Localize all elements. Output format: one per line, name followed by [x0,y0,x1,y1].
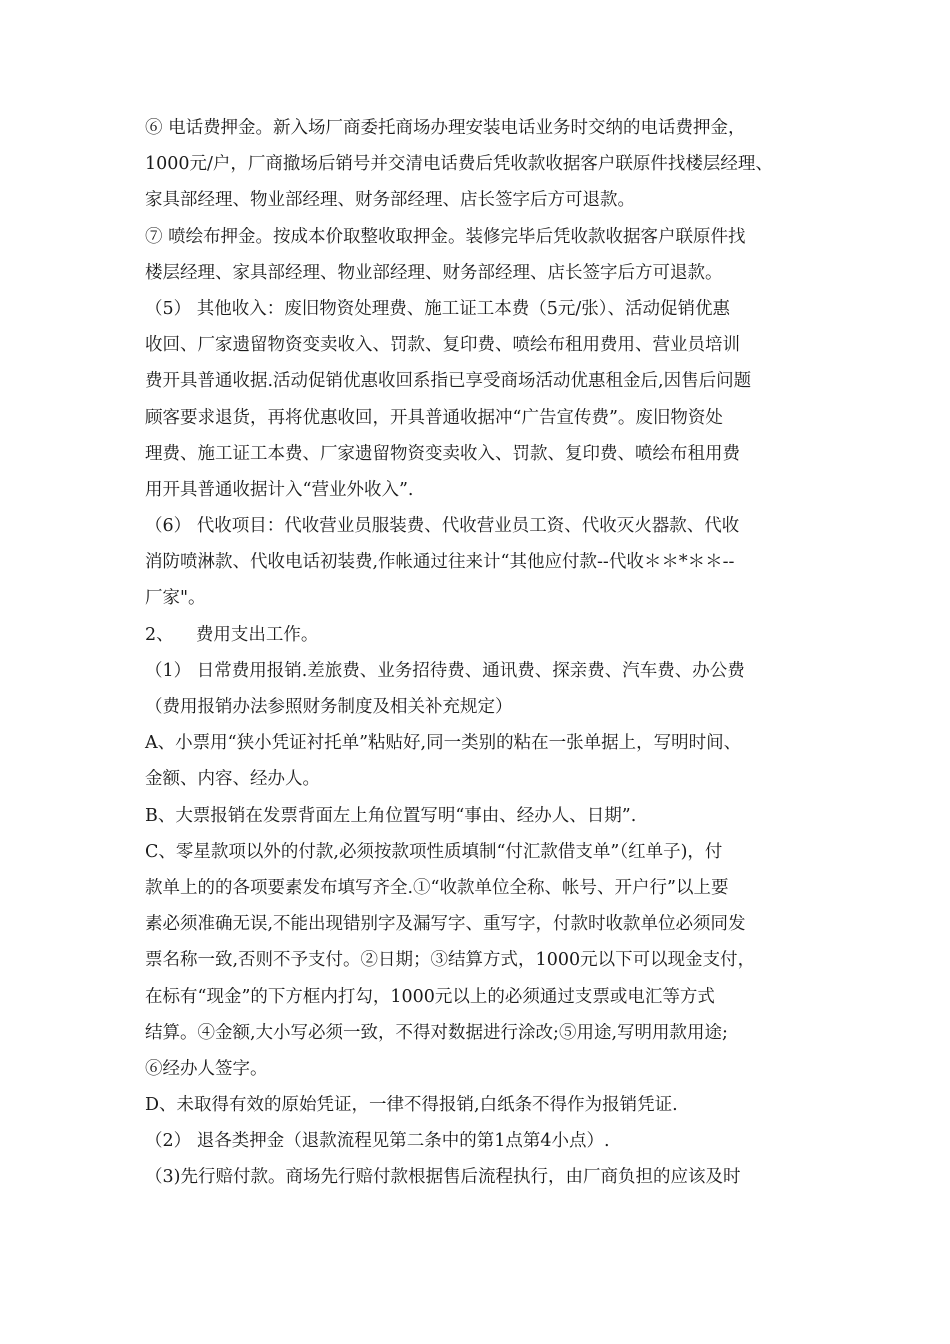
text-line: C、零星款项以外的付款,必须按款项性质填制“付汇款借支单”（红单子)，付 [145,841,723,862]
text-line: （6） 代收项目：代收营业员服装费、代收营业员工资、代收灭火器款、代收 [145,516,740,537]
text-line: 结算。④金额,大小写必须一致，不得对数据进行涂改;⑤用途,写明用款用途; [145,1022,728,1043]
text-line: 费开具普通收据.活动促销优惠收回系指已享受商场活动优惠租金后,因售后问题 [145,371,752,392]
text-line: 款单上的的各项要素发布填写齐全.①“收款单位全称、帐号、开户行”以上要 [145,877,729,898]
text-line: （费用报销办法参照财务制度及相关补充规定） [145,697,513,717]
document-body [145,110,815,1196]
text-line: 金额、内容、经办人。 [145,769,320,790]
text-line: 素必须准确无误,不能出现错别字及漏写字、重写字，付款时收款单位必须同发 [145,914,746,935]
text-line: 票名称一致,否则不予支付。②日期；③结算方式，1000元以下可以现金支付， [145,950,756,971]
text-line: （3)先行赔付款。商场先行赔付款根据售后流程执行，由厂商负担的应该及时 [145,1167,741,1188]
text-line: B、大票报销在发票背面左上角位置写明“事由、经办人、日期”. [145,805,637,826]
text-line: 消防喷淋款、代收电话初装费,作帐通过往来计“其他应付款--代收＊＊*＊＊-- [145,552,735,573]
text-line: ⑥ 电话费押金。新入场厂商委托商场办理安装电话业务时交纳的电话费押金， [145,118,746,138]
text-line: 收回、厂家遗留物资变卖收入、罚款、复印费、喷绘布租用费用、营业员培训 [145,335,740,356]
text-line: 1000元/户，厂商撤场后销号并交清电话费后凭收款收据客户联原件找楼层经理、 [145,154,773,175]
section-heading: 2、 费用支出工作。 [145,624,319,645]
text-line: （1） 日常费用报销.差旅费、业务招待费、通讯费、探亲费、汽车费、办公费 [145,660,745,681]
text-line: （2） 退各类押金（退款流程见第二条中的第1点第4小点）. [145,1131,610,1152]
text-line: 家具部经理、物业部经理、财务部经理、店长签字后方可退款。 [145,190,635,211]
text-line: A、小票用“狭小凭证衬托单”粘贴好,同一类别的粘在一张单据上，写明时间、 [145,733,742,754]
text-line: 顾客要求退货，再将优惠收回，开具普通收据冲“广告宣传费”。废旧物资处 [145,407,723,428]
text-line: 楼层经理、家具部经理、物业部经理、财务部经理、店长签字后方可退款。 [145,262,723,283]
text-line: 在标有“现金”的下方框内打勾，1000元以上的必须通过支票或电汇等方式 [145,986,715,1007]
text-line: ⑥经办人签字。 [145,1058,268,1079]
text-line: 理费、施工证工本费、厂家遗留物资变卖收入、罚款、复印费、喷绘布租用费 [145,443,740,464]
text-line: 用开具普通收据计入“营业外收入”. [145,479,414,500]
text-line: ⑦ 喷绘布押金。按成本价取整收取押金。装修完毕后凭收款收据客户联原件找 [145,226,746,247]
text-line: D、未取得有效的原始凭证，一律不得报销,白纸条不得作为报销凭证. [145,1095,678,1116]
text-line: 厂家"。 [145,588,206,609]
text-line: （5） 其他收入：废旧物资处理费、施工证工本费（5元/张）、活动促销优惠 [145,298,730,319]
